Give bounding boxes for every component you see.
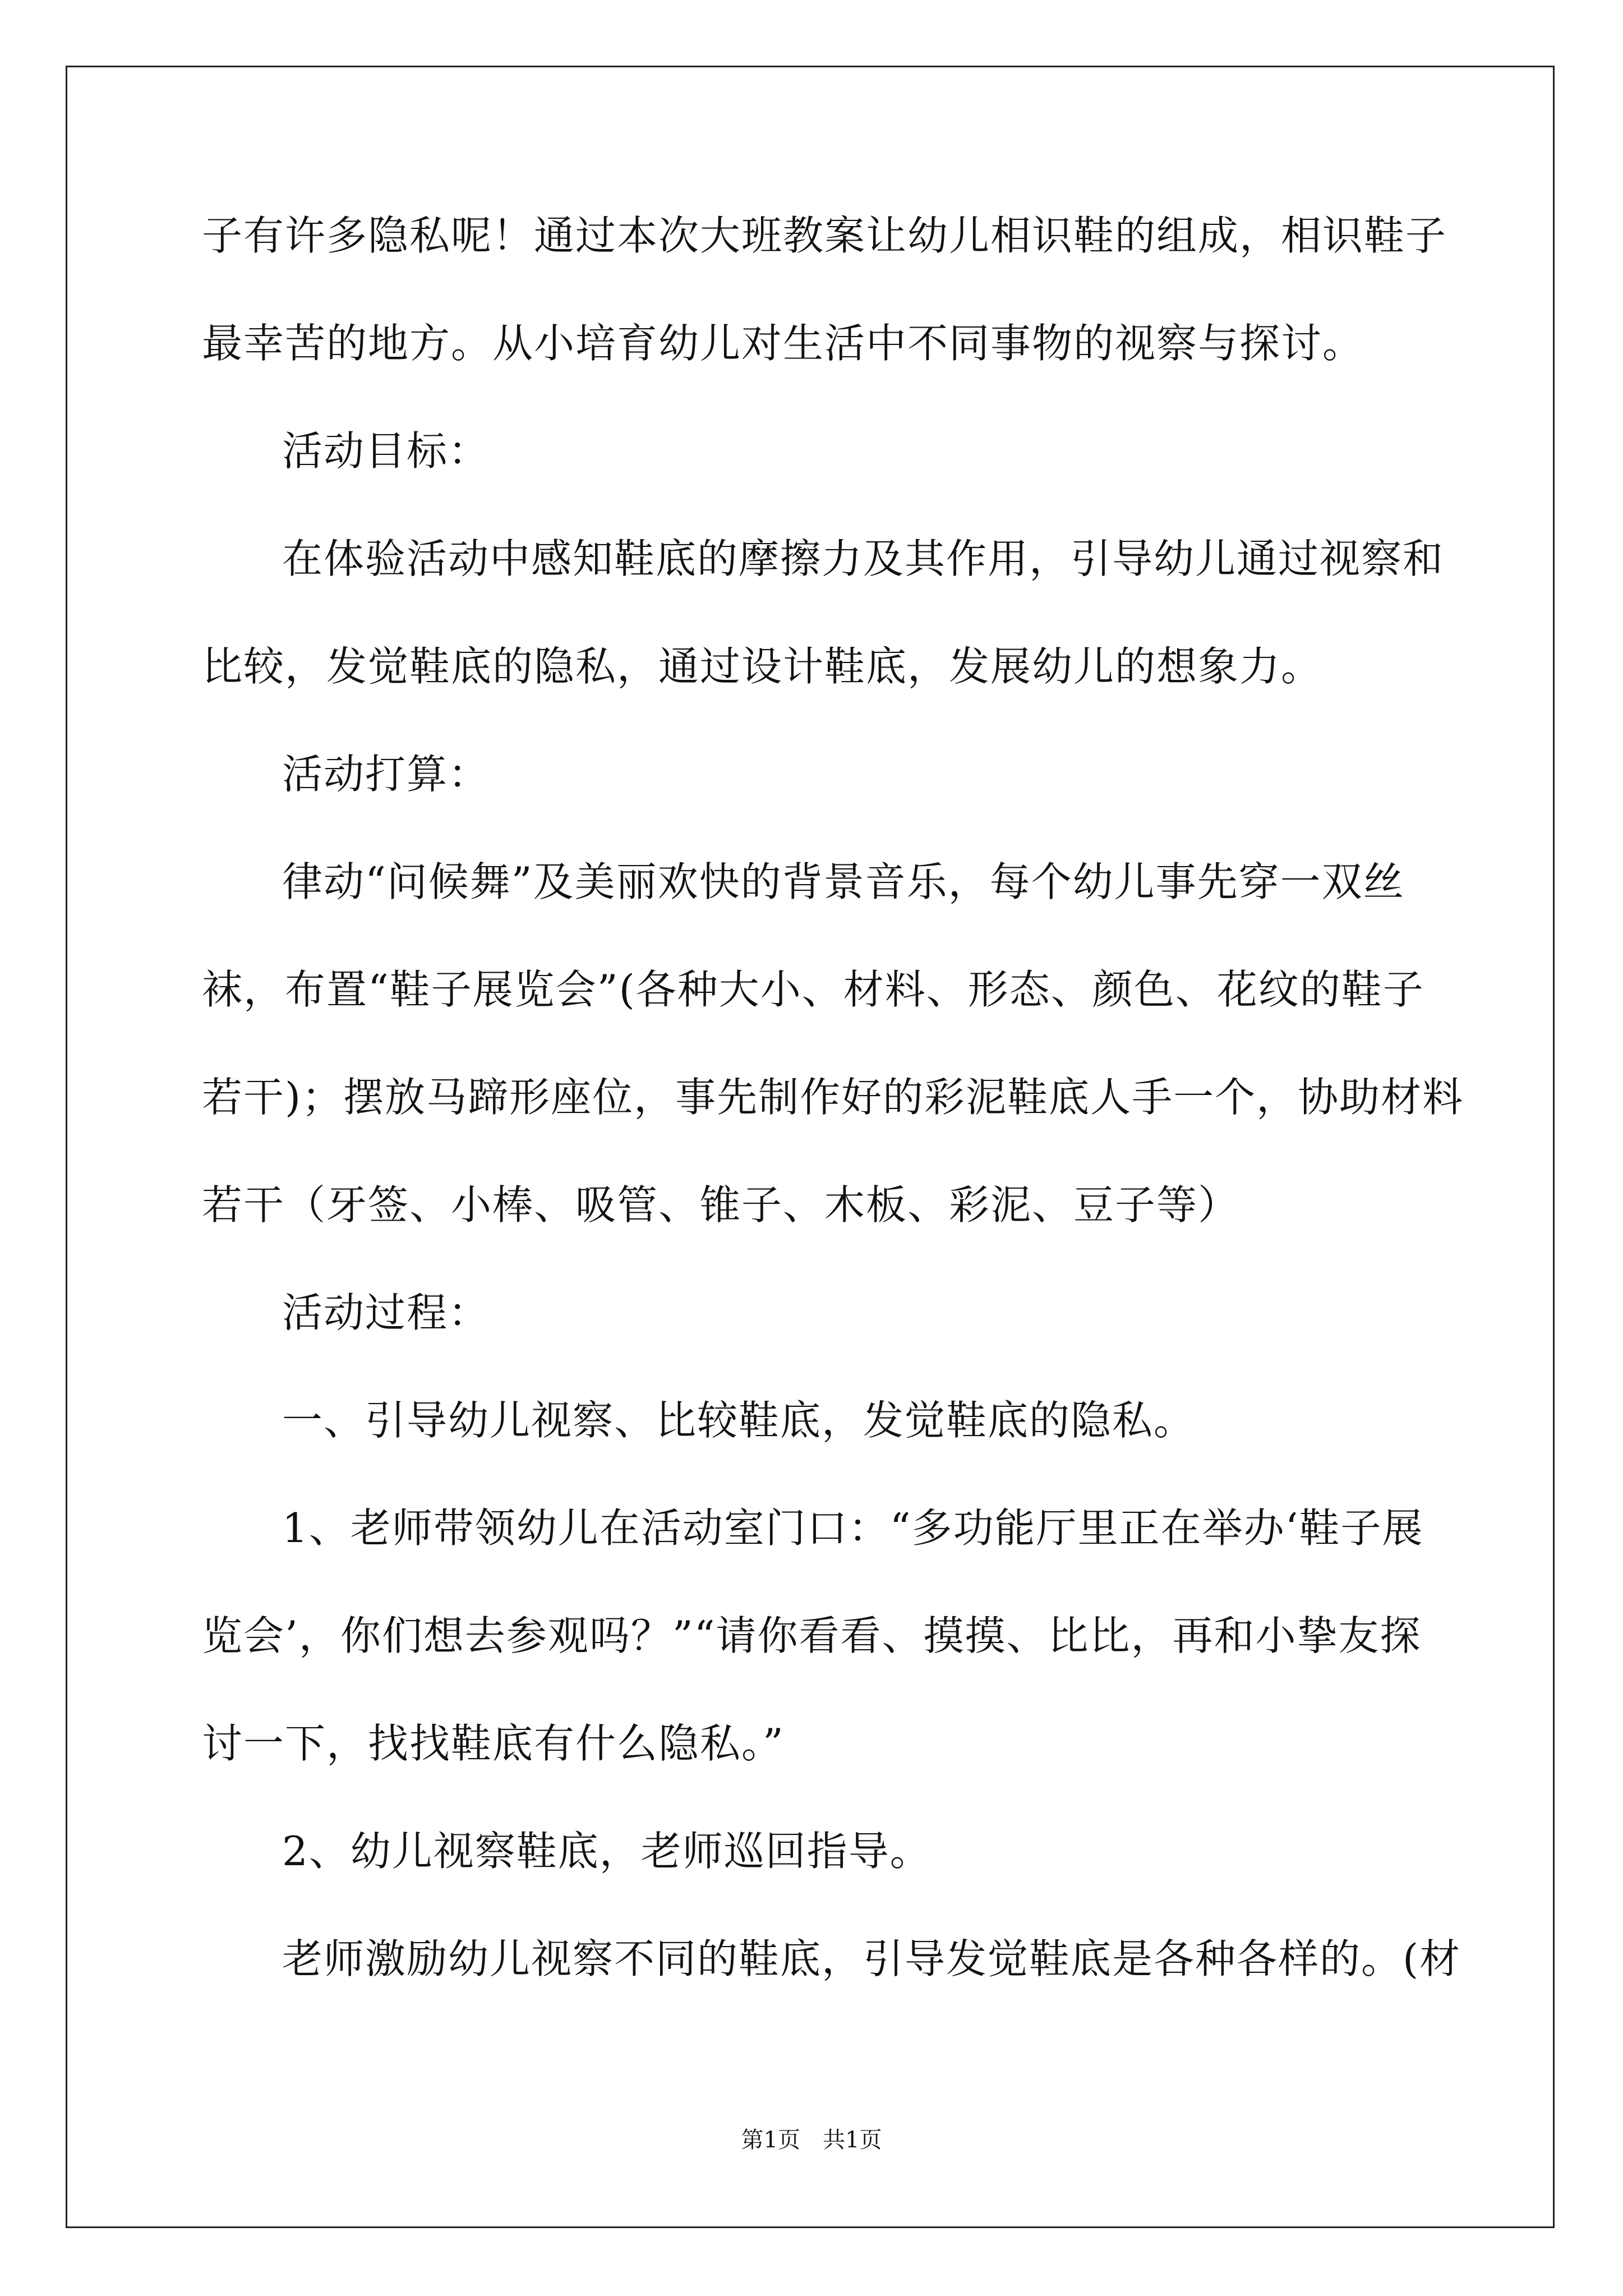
text-line: 律动“问候舞”及美丽欢快的背景音乐，每个幼儿事先穿一双丝 — [282, 858, 1405, 905]
page-total: 共1页 — [823, 2127, 882, 2153]
text-line: 在体验活动中感知鞋底的摩擦力及其作用，引导幼儿通过视察和 — [282, 535, 1445, 582]
text-line: 2、幼儿视察鞋底，老师巡回指导。 — [282, 1828, 932, 1875]
text-line: 1、老师带领幼儿在活动室门口：“多功能厅里正在举办‘鞋子展 — [282, 1504, 1424, 1552]
text-line: 若干)；摆放马蹄形座位，事先制作好的彩泥鞋底人手一个，协助材料 — [202, 1074, 1464, 1121]
text-line: 老师激励幼儿视察不同的鞋底，引导发觉鞋底是各种各样的。(材 — [282, 1935, 1461, 1982]
text-line: 子有许多隐私呢！通过本次大班教案让幼儿相识鞋的组成，相识鞋子 — [202, 212, 1447, 259]
page-frame — [66, 66, 1555, 2228]
text-line: 袜，布置“鞋子展览会”(各种大小、材料、形态、颜色、花纹的鞋子 — [202, 966, 1424, 1013]
text-line: 比较，发觉鞋底的隐私，通过设计鞋底，发展幼儿的想象力。 — [202, 643, 1323, 690]
text-line: 最幸苦的地方。从小培育幼儿对生活中不同事物的视察与探讨。 — [202, 320, 1364, 367]
section-heading: 活动打算： — [282, 751, 490, 798]
page-number: 第1页 — [741, 2127, 800, 2153]
page-footer — [0, 2126, 1623, 2154]
text-line: 一、引导幼儿视察、比较鞋底，发觉鞋底的隐私。 — [282, 1397, 1196, 1444]
text-line: 若干（牙签、小棒、吸管、锥子、木板、彩泥、豆子等） — [202, 1181, 1240, 1228]
text-line: 讨一下，找找鞋底有什么隐私。” — [202, 1720, 785, 1767]
text-line: 览会’，你们想去参观吗？”“请你看看、摸摸、比比，再和小挚友探 — [202, 1612, 1422, 1659]
section-heading: 活动目标： — [282, 427, 490, 475]
section-heading: 活动过程： — [282, 1289, 490, 1336]
